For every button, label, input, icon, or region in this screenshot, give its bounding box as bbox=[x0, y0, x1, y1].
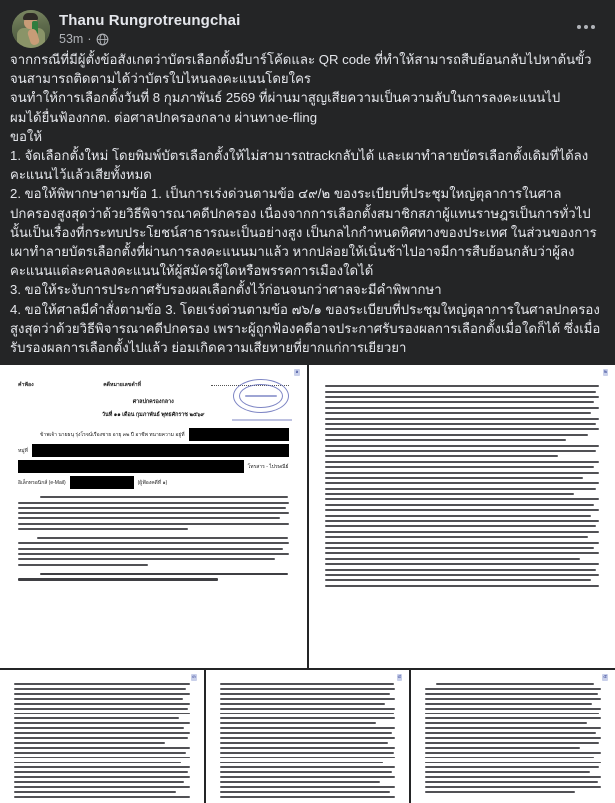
attachment-court-complaint-page-5[interactable] bbox=[411, 670, 615, 803]
post-paragraph-4: ขอให้ bbox=[10, 128, 43, 144]
document-email-label: อิเล็กทรอนิกส์ (e-Mail) bbox=[18, 479, 66, 486]
post-header bbox=[0, 0, 615, 48]
page-number-badge: ๒ bbox=[603, 369, 607, 376]
document-page-content bbox=[411, 670, 615, 803]
post-author-block bbox=[59, 10, 240, 47]
post-attachment-grid bbox=[0, 365, 615, 803]
document-label-complaint: คำฟ้อง bbox=[18, 382, 34, 389]
post-paragraph-2: จนทำให้การเลือกตั้งวันที่ 8 กุมภาพันธ์ 2569 ที่ผ่านมาสูญเสียความเป็นความลับในการลงคะแนนไป bbox=[10, 90, 561, 106]
page-number-badge: ๑ bbox=[295, 369, 299, 376]
post-meta bbox=[59, 31, 240, 47]
ellipsis-icon-dot bbox=[577, 25, 581, 29]
attachment-court-complaint-page-4[interactable] bbox=[206, 670, 410, 803]
seal-underline bbox=[232, 419, 292, 421]
document-fax-label: โทรสาร - ไปรษณีย์ bbox=[247, 463, 289, 470]
document-case-number-label: คดีหมายเลขดำที่ bbox=[103, 382, 142, 389]
document-closing-paragraph bbox=[18, 573, 289, 581]
attachment-court-complaint-page-2[interactable] bbox=[309, 365, 615, 668]
attachment-row-top bbox=[0, 365, 615, 668]
post-more-options-button[interactable] bbox=[571, 17, 601, 37]
post-paragraph-3: ผมได้ยื่นฟ้องกกต. ต่อศาลปกครองกลาง ผ่านทางe-fling bbox=[10, 109, 318, 125]
ellipsis-icon-dot bbox=[584, 25, 588, 29]
post-list-item-2: 2. ขอให้พิพากษาตามข้อ 1. เป็นการเร่งด่วนตามข้อ ๔๙/๒ ของระเบียบที่ประชุมใหญ่ตุลาการในศาลปกครองสูงสุดว่าด้วยวิธีพิจารณาคดีปกครอง เนื่องจากการเลือกตั้งสมาชิกสภาผู้แทนราษฎรเป็นการทั่วไปนั้นเป็นเรื่องที่กระทบประโยชน์สาธารณะเป็นอย่างสูง เป็นกลไกกำหนดทิศทางของประเทศ ในส่วนของการเผาทำลายบัตรเลือกตั้งที่ผ่านการลงคะแนนมาแล้ว หากปล่อยให้เนิ่นช้าไปอาจมีการสืบย้อนกลับว่าผู้ลงคะแนนแต่ละคนลงคะแนนให้ผู้สมัครผู้ใดหรือพรรคการเมืองใดได้ bbox=[10, 186, 597, 279]
document-plaintiff-label: (ผู้ฟ้องคดีที่ ๑) bbox=[137, 479, 168, 486]
redaction-bar bbox=[70, 476, 134, 489]
document-page-content bbox=[0, 365, 307, 668]
seal-inner-text bbox=[245, 395, 277, 397]
post-list-item-3: 3. ขอให้ระงับการประกาศรับรองผลเลือกตั้งไว้ก่อนจนกว่าศาลจะมีคำพิพากษา bbox=[10, 282, 442, 298]
post-timestamp[interactable]: 53m bbox=[59, 32, 84, 46]
avatar-hair bbox=[23, 13, 38, 20]
attachment-court-complaint-page-1[interactable] bbox=[0, 365, 307, 668]
avatar[interactable] bbox=[12, 10, 50, 48]
document-paragraph bbox=[18, 537, 289, 565]
document-fax-row bbox=[18, 460, 289, 473]
page-number-badge: ๕ bbox=[603, 674, 608, 681]
attachment-court-complaint-page-3[interactable] bbox=[0, 670, 204, 803]
document-email-row bbox=[18, 476, 289, 489]
redaction-bar bbox=[18, 460, 244, 473]
redaction-bar bbox=[32, 444, 289, 457]
post-paragraph-1: จากกรณีที่มีผู้ตั้งข้อสังเกตว่าบัตรเลือกตั้งมีบาร์โค้ดและ QR code ที่ทำให้สามารถสืบย้อนกลับไปหาต้นขั้ว จนสามารถติดตามได้ว่าบัตรใบไหนลงคะแนนโดยใคร bbox=[10, 52, 592, 87]
post-body-text bbox=[0, 48, 615, 365]
document-address-label: หมู่ที่ bbox=[18, 447, 28, 454]
post-list-item-4: 4. ขอให้ศาลมีคำสั่งตามข้อ 3. โดยเร่งด่วนตามข้อ ๗๖/๑ ของระเบียบที่ประชุมใหญ่ตุลาการในศาลปกครองสูงสุดว่าด้วยวิธีพิจารณาคดีปกครอง เพราะผู้ถูกฟ้องคดีอาจประกาศรับรองผลการเลือกตั้งเมื่อใดก็ได้ ซึ่งเมื่อรับรองผลการเลือกตั้งไปแล้ว ย่อมเกิดความเสียหายที่ยากแก่การเยียวยา bbox=[10, 301, 601, 356]
document-page-content bbox=[309, 365, 615, 668]
official-seal-icon bbox=[233, 379, 289, 413]
globe-icon[interactable] bbox=[96, 33, 109, 46]
attachment-row-bottom bbox=[0, 670, 615, 803]
page-number-badge: ๔ bbox=[397, 674, 402, 681]
ellipsis-icon-dot bbox=[591, 25, 595, 29]
meta-separator: · bbox=[87, 32, 92, 46]
document-intro-row bbox=[18, 428, 289, 441]
document-date-line: วันที่ ๑๑ เดือน กุมภาพันธ์ พุทธศักราช ๒๕๖๙ bbox=[102, 412, 205, 419]
document-paragraph bbox=[18, 496, 289, 530]
document-intro-text: ข้าพเจ้า นายธนุ รุ่งโรจน์เรืองชาย อายุ ๓๒ ปี อาชีพ ทนายความ อยู่ที่ bbox=[40, 431, 185, 438]
document-page-content bbox=[206, 670, 410, 803]
page-number-badge: ๓ bbox=[192, 674, 196, 681]
document-page-content bbox=[0, 670, 204, 803]
document-court-name: ศาลปกครองกลาง bbox=[132, 399, 174, 406]
author-name[interactable]: Thanu Rungrotreungchai bbox=[59, 12, 241, 29]
redaction-bar bbox=[189, 428, 289, 441]
post-list-item-1: 1. จัดเลือกตั้งใหม่ โดยพิมพ์บัตรเลือกตั้งให้ไม่สามารถtrackกลับได้ และเผาทำลายบัตรเลือกตั้งเดิมที่ได้ลงคะแนนไว้แล้วเสียทั้งหมด bbox=[10, 148, 589, 183]
document-address-row bbox=[18, 444, 289, 457]
